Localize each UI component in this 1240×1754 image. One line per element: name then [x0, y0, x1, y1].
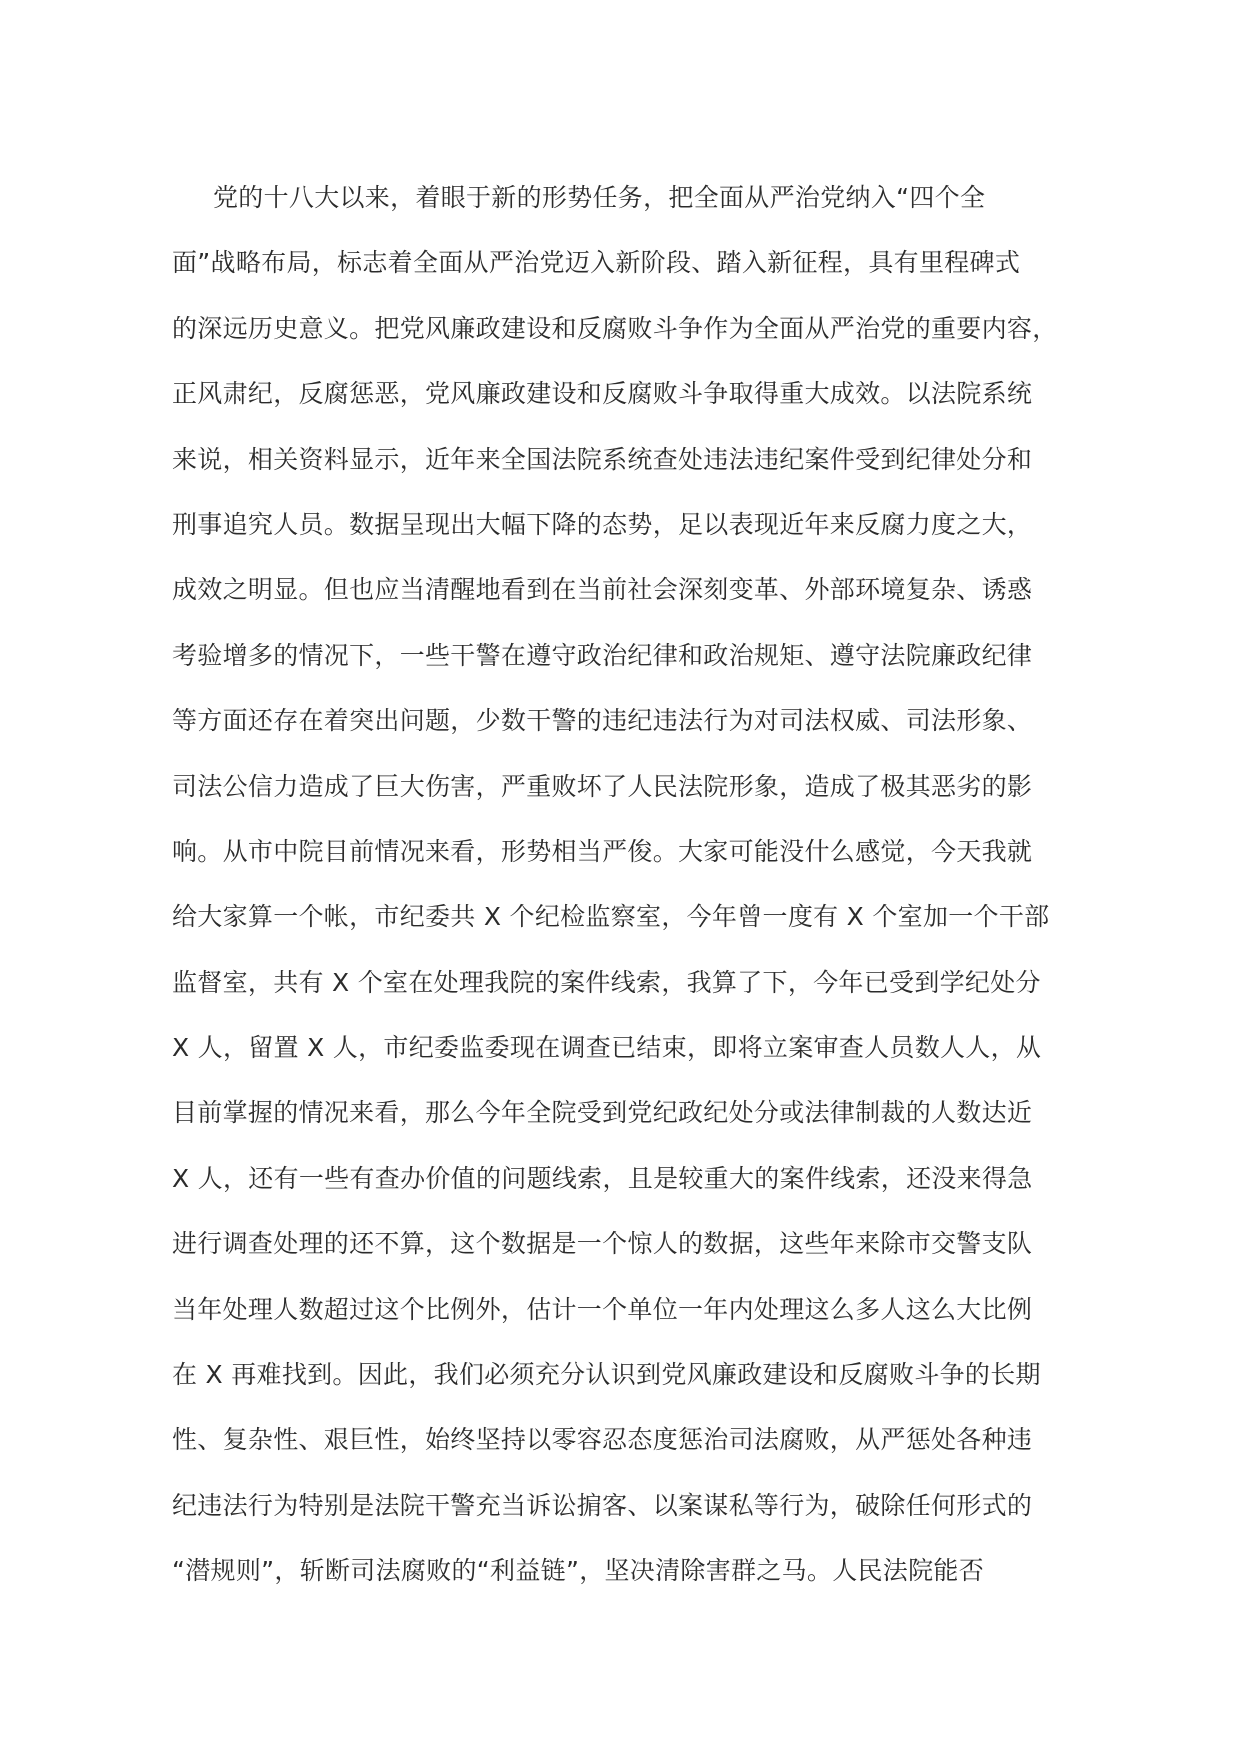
text-line-12: 给大家算一个帐，市纪委共 X 个纪检监察室，今年曾一度有 X 个室加一个干部 [172, 902, 1050, 932]
text-line-22: “潜规则”，斩断司法腐败的“利益链”，坚决清除害群之马。人民法院能否 [172, 1556, 985, 1586]
text-line-10: 司法公信力造成了巨大伤害，严重败坏了人民法院形象，造成了极其恶劣的影 [172, 771, 1033, 801]
text-line-2: 面”战略布局，标志着全面从严治党迈入新阶段、踏入新征程，具有里程碑式 [172, 248, 1021, 278]
text-line-6: 刑事追究人员。数据呈现出大幅下降的态势，足以表现近年来反腐力度之大， [172, 509, 1033, 539]
text-line-7: 成效之明显。但也应当清醒地看到在当前社会深刻变革、外部环境复杂、诱惑 [172, 575, 1033, 605]
text-line-3: 的深远历史意义。把党风廉政建设和反腐败斗争作为全面从严治党的重要内容， [172, 313, 1058, 343]
text-line-19: 在 X 再难找到。因此，我们必须充分认识到党风廉政建设和反腐败斗争的长期 [172, 1360, 1041, 1390]
text-line-11: 响。从市中院目前情况来看，形势相当严俊。大家可能没什么感觉，今天我就 [172, 836, 1033, 866]
text-line-16: X 人，还有一些有查办价值的问题线索，且是较重大的案件线索，还没来得急 [172, 1163, 1033, 1193]
text-line-14: X 人，留置 X 人，市纪委监委现在调查已结束，即将立案审查人员数人人，从 [172, 1033, 1042, 1063]
body-paragraph [172, 170, 1067, 1609]
text-line-8: 考验增多的情况下，一些干警在遵守政治纪律和政治规矩、遵守法院廉政纪律 [172, 640, 1033, 670]
text-line-5: 来说，相关资料显示，近年来全国法院系统查处违法违纪案件受到纪律处分和 [172, 444, 1033, 474]
text-line-15: 目前掌握的情况来看，那么今年全院受到党纪政纪处分或法律制裁的人数达近 [172, 1098, 1033, 1128]
text-line-13: 监督室，共有 X 个室在处理我院的案件线索，我算了下，今年已受到学纪处分 [172, 967, 1041, 997]
text-line-20: 性、复杂性、艰巨性，始终坚持以零容忍态度惩治司法腐败，从严惩处各种违 [172, 1425, 1033, 1455]
text-line-1: 党的十八大以来，着眼于新的形势任务，把全面从严治党纳入“四个全 [213, 183, 986, 212]
text-line-17: 进行调查处理的还不算，这个数据是一个惊人的数据，这些年来除市交警支队 [172, 1229, 1033, 1259]
text-line-9: 等方面还存在着突出问题，少数干警的违纪违法行为对司法权威、司法形象、 [172, 706, 1033, 736]
text-line-18: 当年处理人数超过这个比例外，估计一个单位一年内处理这么多人这么大比例 [172, 1294, 1033, 1324]
text-line-21: 纪违法行为特别是法院干警充当诉讼掮客、以案谋私等行为，破除任何形式的 [172, 1490, 1033, 1520]
text-line-4: 正风肃纪，反腐惩恶，党风廉政建设和反腐败斗争取得重大成效。以法院系统 [172, 379, 1033, 409]
